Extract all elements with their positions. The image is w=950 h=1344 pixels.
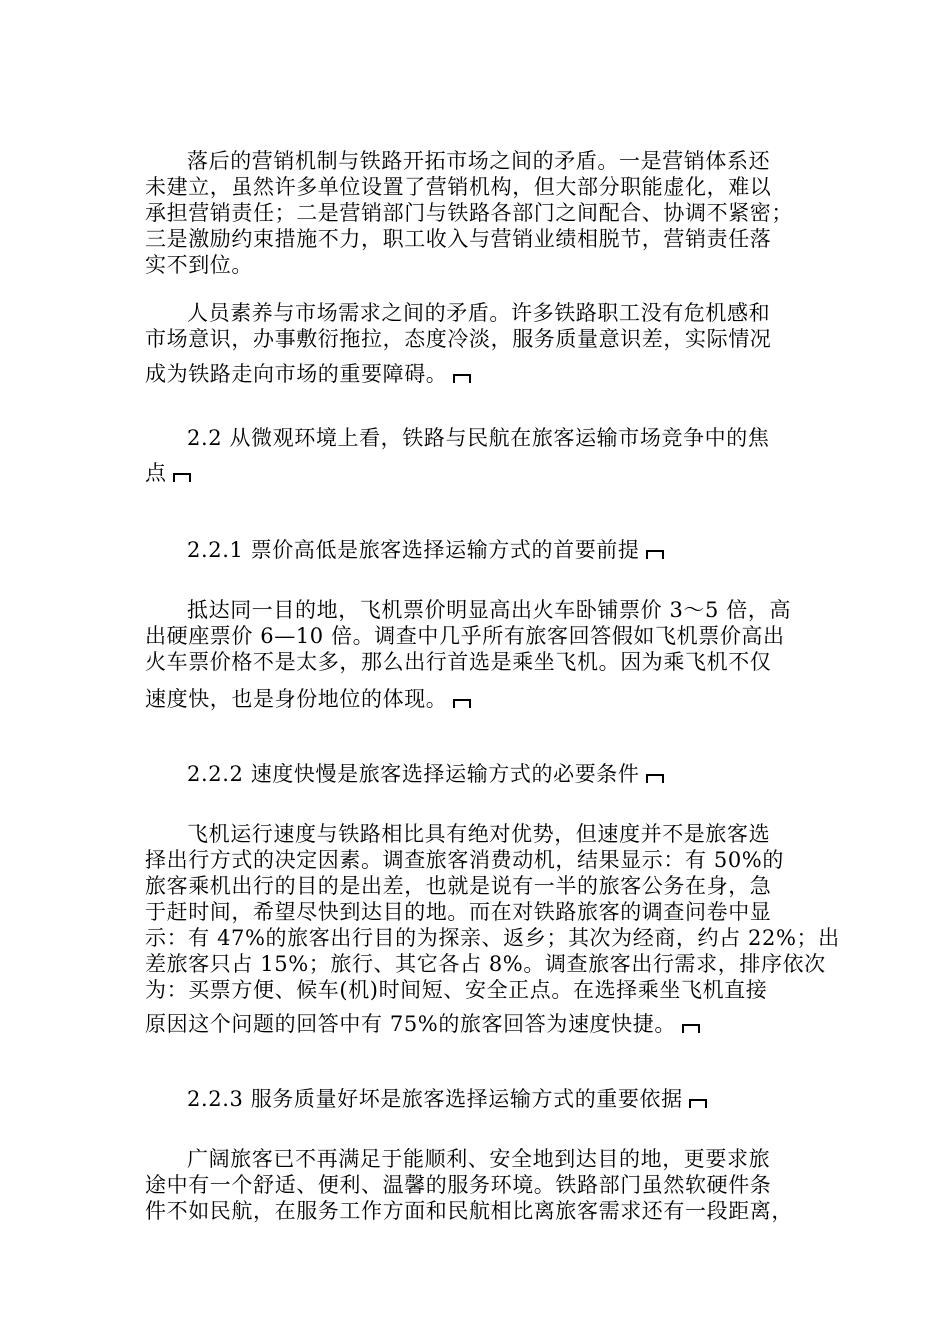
subsection-heading (187, 537, 664, 563)
paragraph-line: 落后的营销机制与铁路开拓市场之间的矛盾。一是营销体系还 (187, 149, 771, 173)
section-heading-continuation (145, 460, 191, 486)
paragraph-line-text: 成为铁路走向市场的重要障碍。 (145, 362, 448, 386)
paragraph-line: 承担营销责任；二是营销部门与铁路各部门之间配合、协调不紧密； (145, 201, 793, 225)
subsection-heading-text: 2.2.3 服务质量好坏是旅客选择运输方式的重要依据 (187, 1087, 683, 1111)
paragraph-line: 抵达同一目的地，飞机票价明显高出火车卧铺票价 3～5 倍，高 (187, 598, 792, 622)
paragraph-line: 实不到位。 (145, 253, 253, 277)
paragraph-line: 择出行方式的决定因素。调查旅客消费动机，结果显示：有 50%的 (145, 848, 784, 872)
paragraph-mark-icon (646, 550, 664, 559)
paragraph-line: 飞机运行速度与铁路相比具有绝对优势，但速度并不是旅客选 (187, 822, 771, 846)
paragraph-line: 途中有一个舒适、便利、温馨的服务环境。铁路部门虽然软硬件条 (145, 1173, 772, 1197)
paragraph-line: 市场意识，办事敷衍拖拉，态度冷淡，服务质量意识差，实际情况 (145, 327, 772, 351)
paragraph-line-text: 原因这个问题的回答中有 75%的旅客回答为速度快捷。 (145, 1012, 676, 1036)
subsection-heading (187, 761, 664, 787)
paragraph-line: 为：买票方便、候车(机)时间短、安全正点。在选择乘坐飞机直接 (145, 978, 768, 1002)
section-heading: 2.2 从微观环境上看，铁路与民航在旅客运输市场竞争中的焦 (187, 426, 770, 450)
paragraph-mark-icon (689, 1099, 707, 1108)
paragraph-mark-icon (682, 1024, 700, 1033)
paragraph-line: 火车票价格不是太多，那么出行首选是乘坐飞机。因为乘飞机不仅 (145, 650, 772, 674)
subsection-heading (187, 1086, 707, 1112)
paragraph-line: 人员素养与市场需求之间的矛盾。许多铁路职工没有危机感和 (187, 301, 771, 325)
section-heading-text: 点 (145, 461, 167, 485)
paragraph-line: 差旅客只占 15%；旅行、其它各占 8%。调查旅客出行需求，排序依次 (145, 952, 826, 976)
paragraph-line: 三是激励约束措施不力，职工收入与营销业绩相脱节，营销责任落 (145, 227, 772, 251)
paragraph-line: 旅客乘机出行的目的是出差，也就是说有一半的旅客公务在身，急 (145, 874, 772, 898)
paragraph-mark-icon (173, 473, 191, 482)
paragraph-line-text: 速度快，也是身份地位的体现。 (145, 687, 448, 711)
paragraph-mark-icon (646, 774, 664, 783)
paragraph-line: 示：有 47%的旅客出行目的为探亲、返乡；其次为经商，约占 22%；出 (145, 926, 840, 950)
paragraph-line-with-mark (145, 1011, 700, 1037)
paragraph-line: 出硬座票价 6—10 倍。调查中几乎所有旅客回答假如飞机票价高出 (145, 624, 785, 648)
paragraph-line: 未建立，虽然许多单位设置了营销机构，但大部分职能虚化，难以 (145, 175, 772, 199)
paragraph-line-with-mark (145, 361, 471, 387)
paragraph-mark-icon (453, 699, 471, 708)
paragraph-line: 件不如民航，在服务工作方面和民航相比离旅客需求还有一段距离， (145, 1199, 793, 1223)
subsection-heading-text: 2.2.1 票价高低是旅客选择运输方式的首要前提 (187, 538, 640, 562)
subsection-heading-text: 2.2.2 速度快慢是旅客选择运输方式的必要条件 (187, 762, 640, 786)
paragraph-line: 于赶时间，希望尽快到达目的地。而在对铁路旅客的调查问卷中显 (145, 900, 772, 924)
paragraph-line: 广阔旅客已不再满足于能顺利、安全地到达目的地，更要求旅 (187, 1147, 771, 1171)
paragraph-mark-icon (453, 374, 471, 383)
paragraph-line-with-mark (145, 686, 471, 712)
